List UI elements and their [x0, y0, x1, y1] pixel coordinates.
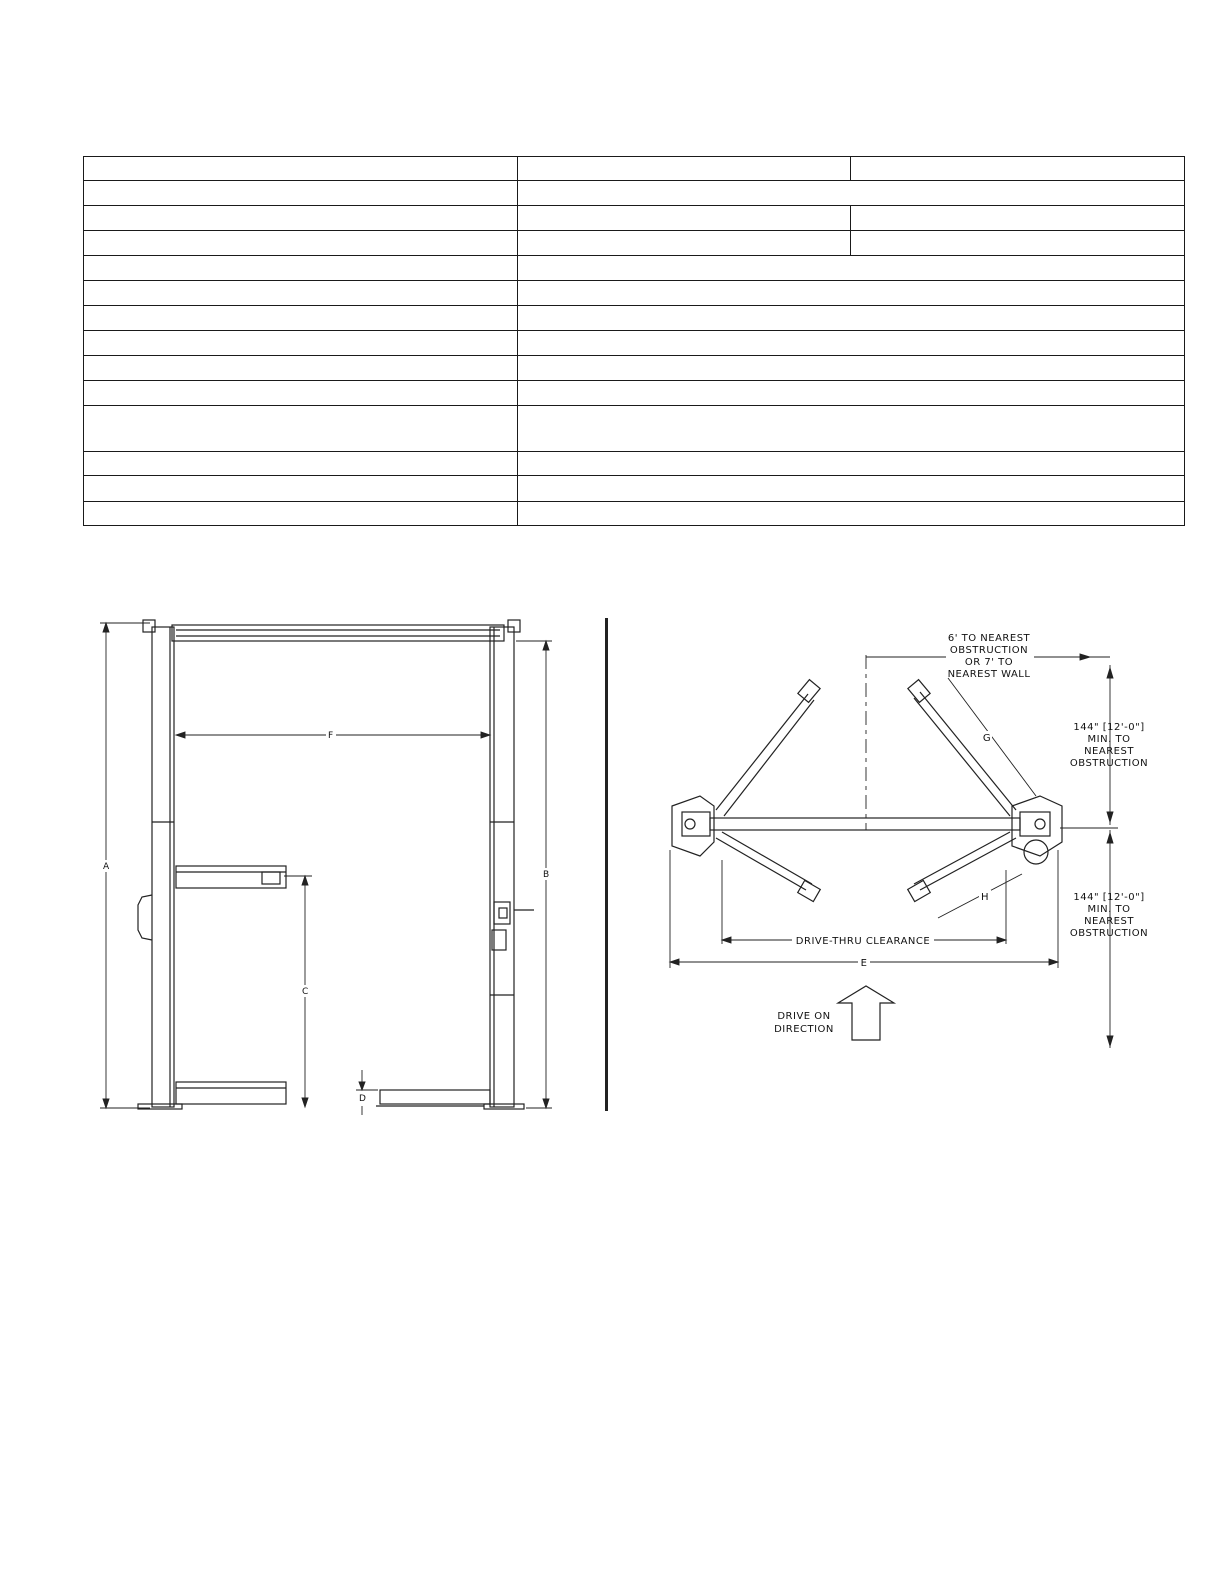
table-row	[84, 306, 1185, 331]
label-g: G	[982, 733, 992, 744]
arm-lower-left	[716, 838, 806, 890]
table-cell	[518, 406, 1185, 452]
label-e: E	[860, 958, 868, 969]
table-cell	[518, 306, 1185, 331]
overhead-beam-top	[710, 818, 1020, 830]
table-cell	[518, 502, 1185, 526]
label-b: B	[543, 870, 550, 880]
table-row	[84, 331, 1185, 356]
table-cell	[851, 231, 1185, 256]
table-row	[84, 476, 1185, 502]
clearance-lower-right-line-3: NEAREST	[1084, 916, 1134, 927]
table-cell	[518, 181, 1185, 206]
table-cell	[518, 331, 1185, 356]
power-unit	[494, 902, 510, 924]
view-divider	[605, 618, 608, 1111]
table-cell	[84, 406, 518, 452]
clearance-upper-right-line-1: 144" [12'-0"]	[1073, 722, 1145, 733]
table-row	[84, 356, 1185, 381]
lower-lift-arm-right	[380, 1090, 490, 1104]
table-cell	[84, 181, 518, 206]
table-row	[84, 256, 1185, 281]
label-c: C	[302, 987, 309, 997]
table-cell	[84, 331, 518, 356]
table-row	[84, 381, 1185, 406]
arm-upper-left	[716, 694, 808, 810]
table-cell	[518, 281, 1185, 306]
label-a: A	[103, 862, 110, 872]
drive-on-arrow	[838, 986, 894, 1040]
table-cell	[518, 452, 1185, 476]
clearance-lower-right-line-4: OBSTRUCTION	[1069, 928, 1149, 939]
upper-lift-arm	[176, 866, 286, 888]
table-cell	[518, 476, 1185, 502]
label-h: H	[980, 892, 990, 903]
table-cell	[84, 281, 518, 306]
table-cell	[84, 231, 518, 256]
table-row	[84, 452, 1185, 476]
table-row	[84, 406, 1185, 452]
table-cell	[84, 306, 518, 331]
specifications-table	[83, 156, 1185, 526]
label-d: D	[359, 1094, 366, 1104]
clearance-top-line-1: 6' TO NEAREST	[947, 633, 1031, 644]
table-cell	[518, 157, 851, 181]
table-cell	[518, 256, 1185, 281]
top-view-drawing	[650, 620, 1170, 1060]
table-cell	[84, 206, 518, 231]
label-f: F	[328, 731, 334, 741]
drive-on-line-1: DRIVE ON	[777, 1011, 831, 1022]
clearance-lower-right-line-1: 144" [12'-0"]	[1073, 892, 1145, 903]
table-row	[84, 281, 1185, 306]
table-cell	[84, 157, 518, 181]
table-cell	[518, 231, 851, 256]
table-cell	[518, 356, 1185, 381]
table-cell	[84, 256, 518, 281]
table-cell	[84, 476, 518, 502]
table-cell	[84, 502, 518, 526]
overhead-beam	[172, 625, 504, 641]
clearance-top-line-3: OR 7' TO	[964, 657, 1014, 668]
lower-lift-arm-left	[176, 1082, 286, 1104]
clearance-upper-right-line-3: NEAREST	[1084, 746, 1134, 757]
table-row	[84, 502, 1185, 526]
table-cell	[84, 356, 518, 381]
arm-upper-right	[920, 692, 1016, 810]
drive-thru-clearance-label: DRIVE-THRU CLEARANCE	[795, 936, 931, 947]
front-view-drawing	[95, 615, 565, 1115]
clearance-top-line-2: OBSTRUCTION	[949, 645, 1029, 656]
table-cell	[851, 206, 1185, 231]
table-row	[84, 181, 1185, 206]
clearance-upper-right-line-4: OBSTRUCTION	[1069, 758, 1149, 769]
clearance-lower-right-line-2: MIN. TO	[1087, 904, 1131, 915]
arm-lower-right	[920, 838, 1016, 890]
table-cell	[84, 452, 518, 476]
table-row	[84, 206, 1185, 231]
clearance-upper-right-line-2: MIN. TO	[1087, 734, 1131, 745]
left-post-base	[672, 796, 714, 856]
table-cell	[84, 381, 518, 406]
table-cell	[518, 381, 1185, 406]
table-row	[84, 231, 1185, 256]
table-cell	[518, 206, 851, 231]
table-row	[84, 157, 1185, 181]
left-column	[152, 627, 174, 1107]
table-cell	[851, 157, 1185, 181]
drive-on-line-2: DIRECTION	[774, 1024, 834, 1035]
clearance-top-line-4: NEAREST WALL	[947, 669, 1031, 680]
